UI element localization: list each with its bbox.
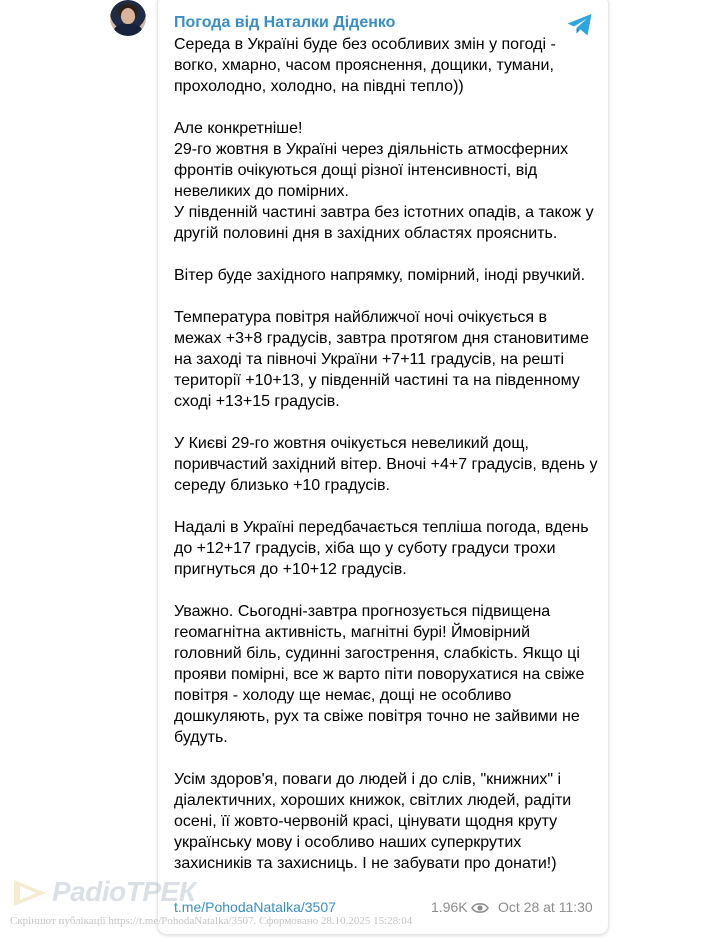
radiotrek-watermark-logo (10, 874, 196, 912)
screenshot-caption: Скріншот публікації https://t.me/PohodaNatalka/3507. Сформовано 28.10.2025 15:28:04 (10, 915, 413, 927)
channel-name[interactable]: Погода від Наталки Діденко (174, 14, 396, 31)
play-logo-icon (10, 876, 50, 910)
post-link[interactable]: t.me/PohodaNatalka/3507 (174, 899, 336, 915)
message-card (157, 0, 609, 935)
post-timestamp[interactable]: Oct 28 at 11:30 (498, 899, 593, 915)
message-text: Середа в Україні буде без особливих змін у погоді - вогко, хмарно, часом прояснення, дощики, тумани, прохолодно, холодно, на півдні тепло)) Але конкретніше! 29-го жовтня в Україні через діяльність атмосферних фронтів очікуються дощі різної інтенсивності, від невеликих до помірних. У південній частині завтра без істотних опадів, а також у другій половині дня в західних областях прояснить. Вітер буде західного напрямку, помірний, іноді рвучкий. Температура повітря найближчої ночі очікується в межах +3+8 градусів, завтра протягом дня становитиме на заході та півночі України +7+11 градусів, на решті території +10+13, у південній частині та на південному сході +13+15 градусів. У Києві 29-го жовтня очікується невеликий дощ, поривчастий західний вітер. Вночі +4+7 градусів, вдень у середу близько +10 градусів. Надалі в Україні передбачається тепліша погода, вдень до +12+17 градусів, хіба що у суботу градуси трохи пригнуться до +10+12 градусів. Уважно. Сьогодні-завтра прогнозується підвищена геомагнітна активність, магнітні бурі! Ймовірний головний біль, судинні загострення, слабкість. Якщо ці прояви помірні, все ж варто піти поворухатися на свіже повітря - холоду ще немає, дощі не особливо дошкуляють, рух та свіже повітря точно не зайвими не будуть. Усім здоров'я, поваги до людей і до слів, "книжних" і діалектичних, хороших книжок, світлих людей, радіти осені, її жовто-червоній красі, цінувати щодня круту українську мову і особливо наших суперкрутих захисників та захисниць. І не забувати про донати!) (174, 36, 598, 872)
views-count: 1.96K (431, 899, 468, 915)
watermark-brand: РаdіоТРЕК (52, 876, 196, 907)
eye-icon (471, 901, 489, 915)
channel-avatar[interactable] (110, 0, 146, 36)
